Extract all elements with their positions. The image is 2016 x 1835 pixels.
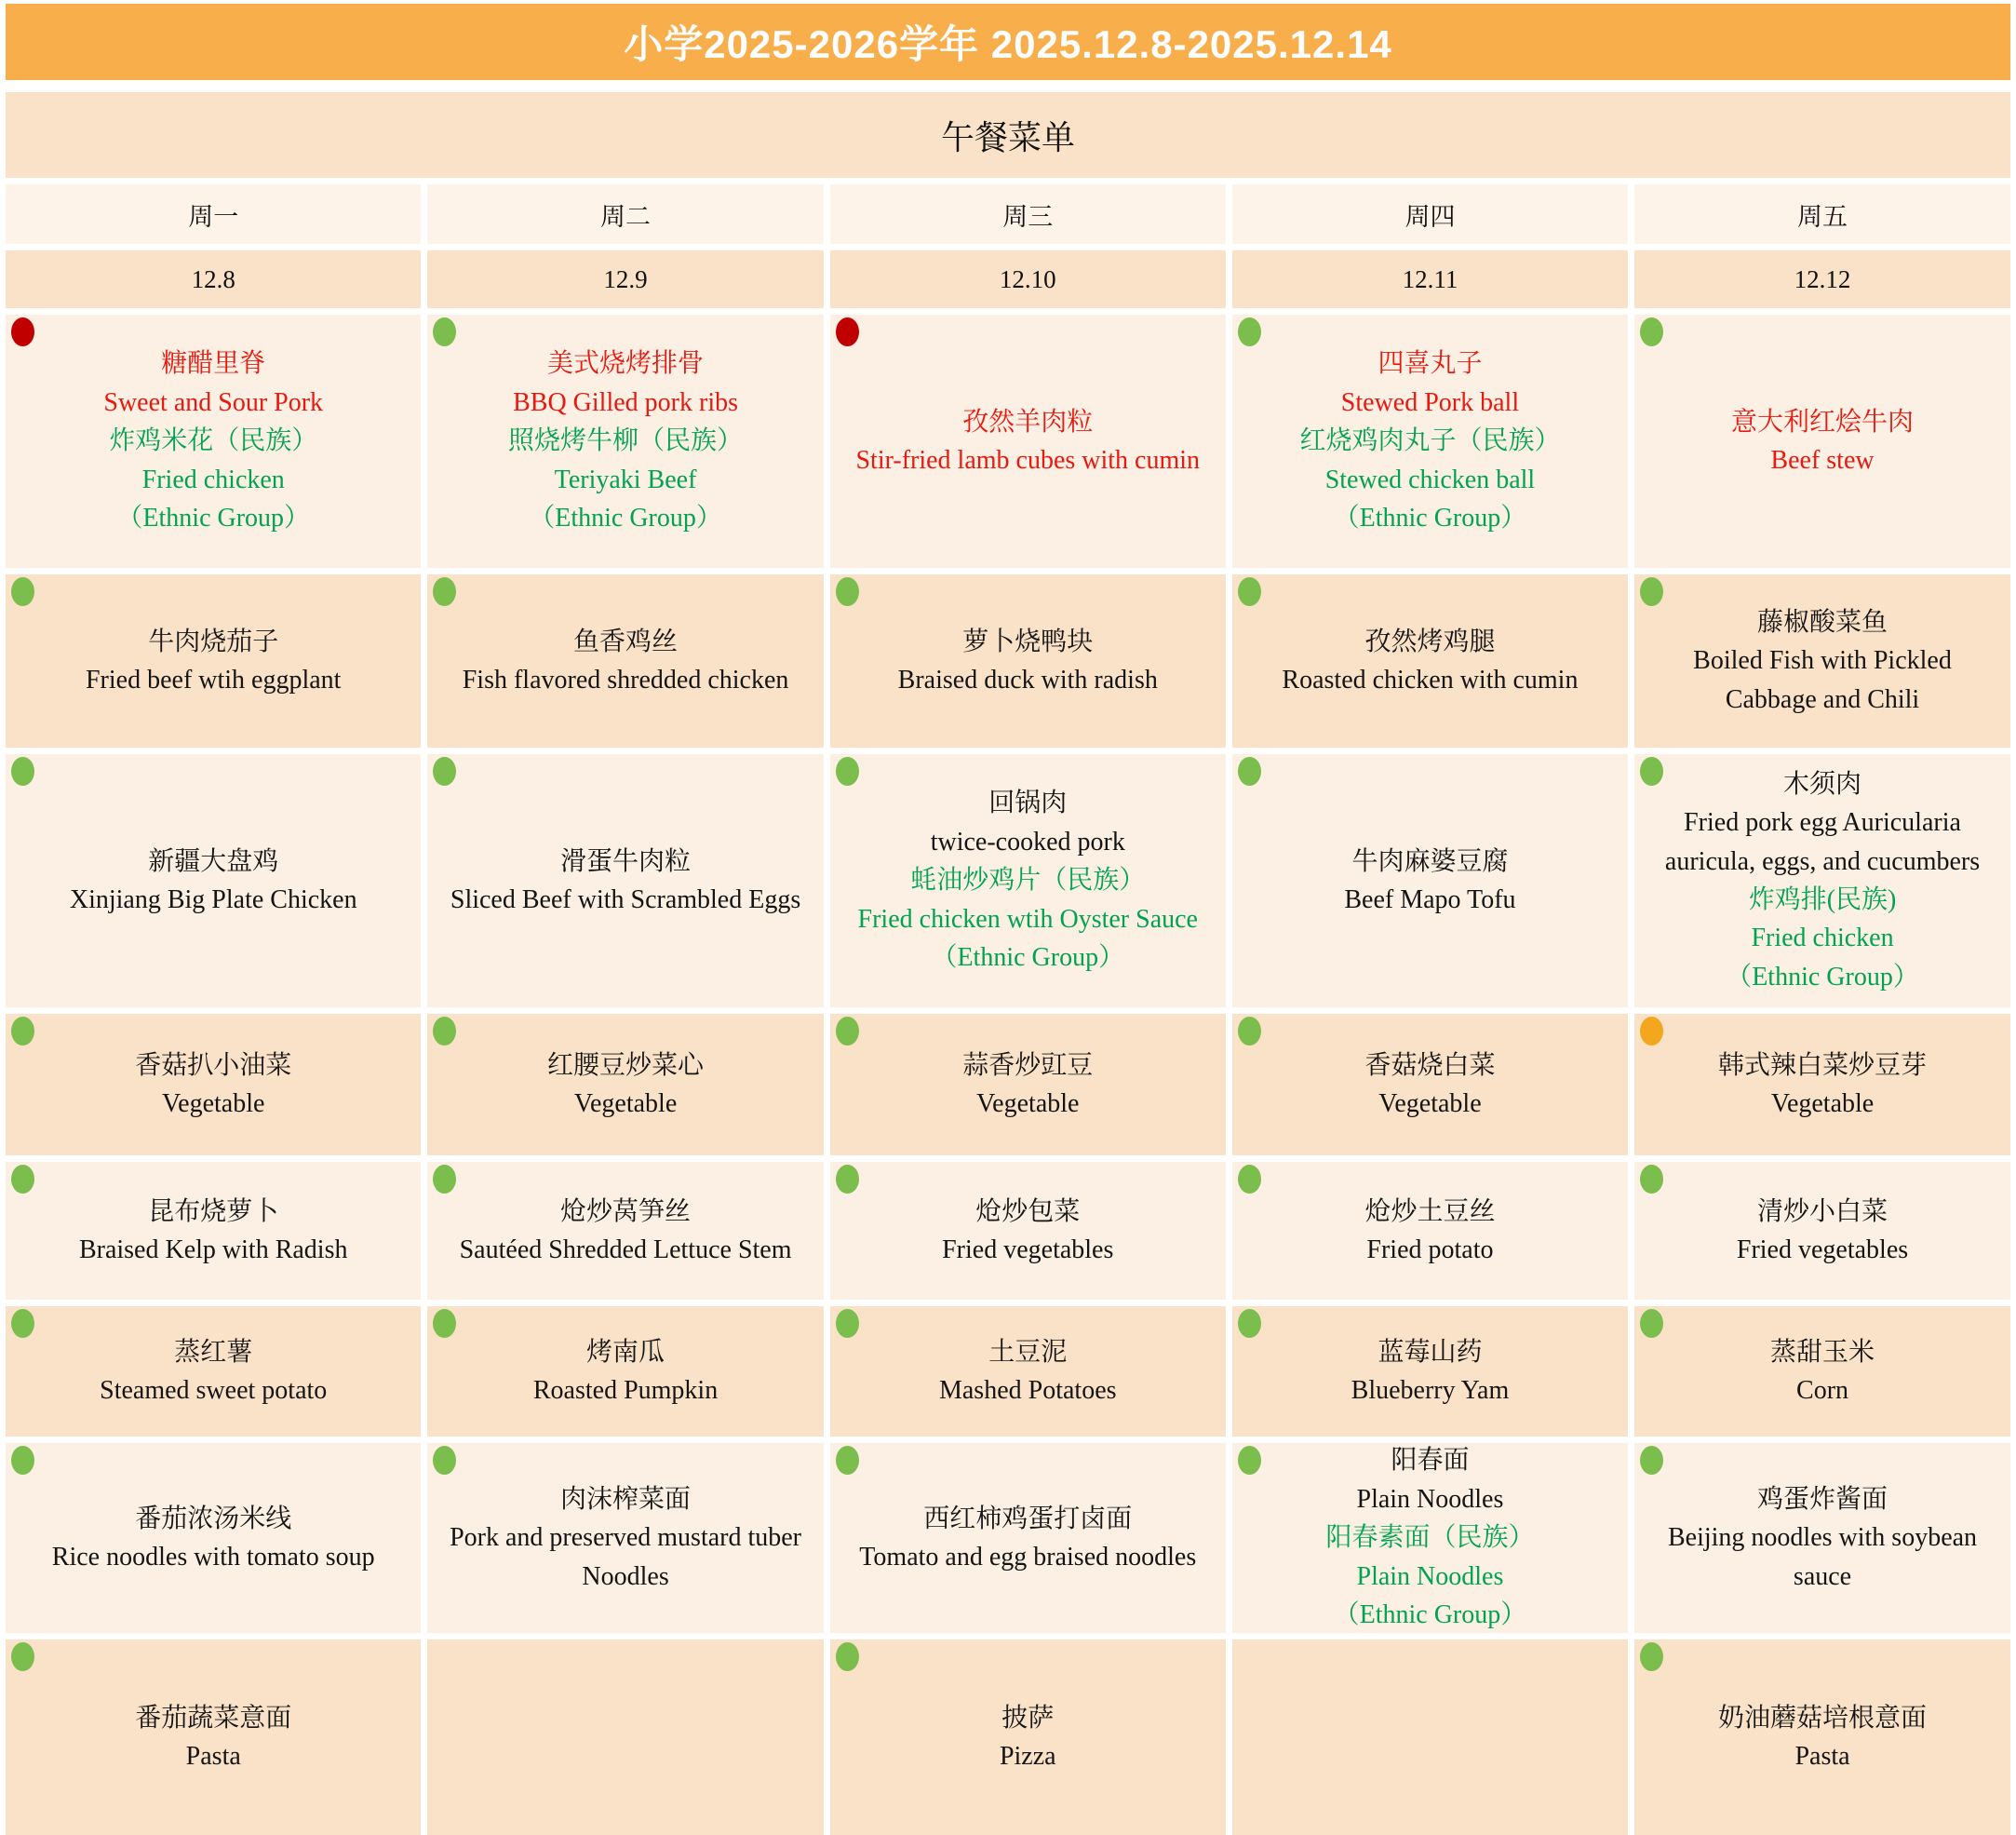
menu-cell-r4-c3 (830, 1014, 1226, 1155)
dish-line: Corn (1796, 1376, 1849, 1405)
menu-cell-r7-c3 (830, 1443, 1226, 1633)
menu-cell-r2-c4 (1232, 574, 1628, 748)
green-dot-icon (836, 1642, 859, 1671)
dish-line: Sweet and Sour Pork (103, 387, 324, 417)
green-dot-icon (1640, 577, 1663, 606)
menu-row-8 (6, 1639, 2010, 1835)
dish-line: twice-cooked pork (930, 827, 1125, 857)
dish-line: Pasta (1794, 1742, 1850, 1771)
green-dot-icon (1640, 1642, 1663, 1671)
menu-cell-r8-c5 (1634, 1639, 2010, 1835)
dish-line: 照烧烤牛柳（民族） (508, 426, 744, 456)
menu-cell-r3-c1 (6, 754, 421, 1007)
dish-line: Fried chicken (141, 465, 285, 494)
menu-row-4 (6, 1014, 2010, 1155)
menu-cell-r3-c2 (427, 754, 823, 1007)
menu-row-2 (6, 574, 2010, 748)
dish-line: （Ethnic Group） (529, 504, 722, 533)
dish-line: 阳春素面（民族） (1325, 1523, 1535, 1553)
dish-line: 土豆泥 (988, 1337, 1068, 1367)
dish-line: （Ethnic Group） (1333, 1600, 1527, 1630)
dish-line: 番茄蔬菜意面 (135, 1703, 292, 1733)
dish-line: Stewed chicken ball (1324, 465, 1536, 494)
green-dot-icon (1640, 1165, 1663, 1194)
green-dot-icon (1238, 757, 1261, 786)
menu-cell-r6-c2 (427, 1306, 823, 1437)
green-dot-icon (11, 1446, 34, 1475)
dish-line: 红腰豆炒菜心 (547, 1050, 705, 1080)
title-bar (6, 4, 2010, 80)
menu-cell-r5-c3 (830, 1162, 1226, 1300)
menu-cell-r6-c1 (6, 1306, 421, 1437)
dish-line: 藤椒酸菜鱼 (1757, 607, 1888, 637)
dish-line: Braised duck with radish (897, 666, 1158, 695)
dish-line: 香菇扒小油菜 (135, 1050, 292, 1080)
menu-cell-r4-c4 (1232, 1014, 1628, 1155)
green-dot-icon (1640, 757, 1663, 786)
menu-cell-r4-c5 (1634, 1014, 2010, 1155)
dish-line: 香菇烧白菜 (1364, 1050, 1496, 1080)
dish-line: Vegetable (573, 1089, 678, 1118)
menu-cell-r6-c4 (1232, 1306, 1628, 1437)
dish-line: Fried potato (1366, 1235, 1494, 1264)
dish-line: Tomato and egg braised noodles (859, 1543, 1197, 1572)
day-header-cell-5: 周五 (1634, 184, 2010, 244)
dish-line: Xinjiang Big Plate Chicken (69, 885, 357, 914)
menu-cell-r8-c4 (1232, 1639, 1628, 1835)
date-cell-3: 12.10 (830, 250, 1226, 308)
green-dot-icon (11, 1017, 34, 1046)
green-dot-icon (433, 1017, 456, 1046)
dish-line: 萝卜烧鸭块 (962, 627, 1094, 656)
green-dot-icon (836, 757, 859, 786)
dish-line: 番茄浓汤米线 (135, 1504, 292, 1533)
dish-line: Rice noodles with tomato soup (51, 1543, 375, 1572)
dish-line: Beef stew (1770, 446, 1875, 475)
dish-line: 四喜丸子 (1378, 349, 1483, 379)
dish-line: Fried chicken (1751, 924, 1894, 953)
dish-line: 鱼香鸡丝 (573, 627, 679, 656)
dish-line: Roasted chicken with cumin (1282, 666, 1579, 695)
menu-cell-r8-c2 (427, 1639, 823, 1835)
dish-line: Fried vegetables (942, 1235, 1114, 1264)
dish-line: Vegetable (1378, 1089, 1482, 1118)
green-dot-icon (836, 1165, 859, 1194)
green-dot-icon (433, 577, 456, 606)
menu-banner (6, 92, 2010, 178)
menu-cell-r1-c4 (1232, 315, 1628, 568)
menu-cell-r3-c3 (830, 754, 1226, 1007)
menu-row-5 (6, 1162, 2010, 1300)
dish-line: Steamed sweet potato (100, 1376, 328, 1405)
dish-line: 意大利红烩牛肉 (1731, 407, 1915, 437)
dish-line: 奶油蘑菇培根意面 (1718, 1703, 1928, 1733)
dish-line: 孜然羊肉粒 (962, 407, 1094, 437)
dish-line: 炝炒土豆丝 (1364, 1196, 1496, 1226)
dish-line: 阳春面 (1391, 1446, 1470, 1476)
dish-line: Boiled Fish with Pickled Cabbage and Chili (1693, 646, 1952, 714)
menu-cell-r8-c1 (6, 1639, 421, 1835)
date-cell-4: 12.11 (1232, 250, 1628, 308)
menu-cell-r2-c3 (830, 574, 1226, 748)
dish-line: Mashed Potatoes (938, 1376, 1117, 1405)
menu-cell-r5-c4 (1232, 1162, 1628, 1300)
menu-cell-r6-c3 (830, 1306, 1226, 1437)
dish-line: （Ethnic Group） (1333, 504, 1527, 533)
dish-line: 炝炒包菜 (975, 1196, 1081, 1226)
dish-line: Roasted Pumpkin (532, 1376, 719, 1405)
green-dot-icon (1238, 1165, 1261, 1194)
dish-line: 木须肉 (1783, 769, 1862, 799)
menu-cell-r7-c5 (1634, 1443, 2010, 1633)
dish-line: 牛肉烧茄子 (148, 627, 279, 656)
green-dot-icon (433, 1165, 456, 1194)
day-header-cell-4: 周四 (1232, 184, 1628, 244)
menu-cell-r1-c5 (1634, 315, 2010, 568)
dish-line: Teriyaki Beef (554, 465, 697, 494)
green-dot-icon (11, 1165, 34, 1194)
dish-line: （Ethnic Group） (116, 504, 311, 533)
green-dot-icon (433, 317, 456, 346)
green-dot-icon (1238, 1017, 1261, 1046)
menu-cell-r1-c2 (427, 315, 823, 568)
orange-dot-icon (1640, 1017, 1663, 1046)
green-dot-icon (836, 1446, 859, 1475)
dish-line: Braised Kelp with Radish (78, 1235, 348, 1264)
menu-cell-r3-c5 (1634, 754, 2010, 1007)
dish-line: Fried pork egg Auricularia auricula, eggs, and cucumbers (1664, 808, 1981, 876)
menu-cell-r7-c4 (1232, 1443, 1628, 1633)
menu-cell-r3-c4 (1232, 754, 1628, 1007)
green-dot-icon (836, 1017, 859, 1046)
dish-line: Sautéed Shredded Lettuce Stem (459, 1235, 792, 1264)
red-dot-icon (836, 317, 859, 346)
green-dot-icon (11, 1642, 34, 1671)
dish-line: 美式烧烤排骨 (547, 349, 705, 379)
dish-line: Stir-fried lamb cubes with cumin (855, 446, 1201, 475)
menu-cell-r5-c2 (427, 1162, 823, 1300)
green-dot-icon (433, 1446, 456, 1475)
dish-line: Fried beef wtih eggplant (85, 666, 342, 695)
dish-line: BBQ Gilled pork ribs (513, 387, 738, 417)
green-dot-icon (836, 1309, 859, 1338)
menu-row-7 (6, 1443, 2010, 1633)
dish-line: Pizza (999, 1742, 1056, 1771)
green-dot-icon (1238, 1309, 1261, 1338)
dish-line: 蒸红薯 (174, 1337, 253, 1367)
dish-line: 糖醋里脊 (161, 349, 266, 379)
dish-line: 牛肉麻婆豆腐 (1351, 846, 1509, 876)
dish-line: 蒸甜玉米 (1770, 1337, 1875, 1367)
day-header-cell-3: 周三 (830, 184, 1226, 244)
dish-line: Plain Noodles (1356, 1561, 1504, 1591)
dish-line: Vegetable (976, 1089, 1080, 1118)
green-dot-icon (1640, 1309, 1663, 1338)
dish-line: 鸡蛋炸酱面 (1757, 1484, 1888, 1514)
dish-line: 西红柿鸡蛋打卤面 (923, 1504, 1133, 1533)
dish-line: 韩式辣白菜炒豆芽 (1718, 1050, 1928, 1080)
dish-line: Beef Mapo Tofu (1344, 885, 1516, 914)
day-header-cell-2: 周二 (427, 184, 823, 244)
menu-cell-r2-c1 (6, 574, 421, 748)
dish-line: 蚝油炒鸡片（民族） (910, 866, 1146, 896)
dish-line: 回锅肉 (988, 789, 1068, 818)
date-cell-5: 12.12 (1634, 250, 2010, 308)
green-dot-icon (836, 577, 859, 606)
green-dot-icon (433, 757, 456, 786)
menu-banner-label: 午餐菜单 (940, 118, 1075, 156)
menu-cell-r5-c1 (6, 1162, 421, 1300)
menu-row-6 (6, 1306, 2010, 1437)
dish-line: Beijing noodles with soybean sauce (1667, 1523, 1978, 1591)
dish-line: 烤南瓜 (586, 1337, 665, 1367)
green-dot-icon (11, 1309, 34, 1338)
dish-line: 披萨 (1001, 1703, 1055, 1733)
dish-line: 蓝莓山药 (1378, 1337, 1483, 1367)
menu-cell-r1-c1 (6, 315, 421, 568)
menu-row-1 (6, 315, 2010, 568)
dish-line: 新疆大盘鸡 (148, 846, 279, 876)
dish-line: 孜然烤鸡腿 (1364, 627, 1496, 656)
dish-line: Pork and preserved mustard tuber Noodles (450, 1523, 801, 1591)
date-row (6, 250, 2010, 308)
dish-line: Vegetable (162, 1089, 265, 1118)
dish-line: 炸鸡米花（民族） (109, 426, 318, 456)
green-dot-icon (11, 577, 34, 606)
dish-line: 蒜香炒豇豆 (962, 1050, 1094, 1080)
green-dot-icon (1238, 1446, 1261, 1475)
green-dot-icon (433, 1309, 456, 1338)
date-cell-2: 12.9 (427, 250, 823, 308)
dish-line: 肉沫榨菜面 (560, 1484, 692, 1514)
dish-line: Vegetable (1770, 1089, 1875, 1118)
dish-line: 清炒小白菜 (1757, 1196, 1888, 1226)
menu-cell-r7-c2 (427, 1443, 823, 1633)
red-dot-icon (11, 317, 34, 346)
menu-row-3 (6, 754, 2010, 1007)
green-dot-icon (11, 757, 34, 786)
green-dot-icon (1640, 317, 1663, 346)
green-dot-icon (1238, 317, 1261, 346)
menu-cell-r4-c1 (6, 1014, 421, 1155)
menu-table-body (6, 315, 2010, 1835)
dish-line: Pasta (185, 1742, 241, 1771)
menu-cell-r2-c5 (1634, 574, 2010, 748)
menu-cell-r2-c2 (427, 574, 823, 748)
menu-cell-r4-c2 (427, 1014, 823, 1155)
date-cell-1: 12.8 (6, 250, 421, 308)
dish-line: 炸鸡排(民族) (1748, 885, 1897, 914)
menu-cell-r5-c5 (1634, 1162, 2010, 1300)
dish-line: Sliced Beef with Scrambled Eggs (450, 885, 801, 914)
page-title: 小学2025-2026学年 2025.12.8-2025.12.14 (624, 22, 1392, 66)
dish-line: Blueberry Yam (1351, 1376, 1510, 1405)
menu-cell-r1-c3 (830, 315, 1226, 568)
green-dot-icon (1238, 577, 1261, 606)
day-header-cell-1: 周一 (6, 184, 421, 244)
dish-line: 滑蛋牛肉粒 (560, 846, 692, 876)
menu-cell-r7-c1 (6, 1443, 421, 1633)
dish-line: 昆布烧萝卜 (148, 1196, 279, 1226)
dish-line: （Ethnic Group） (931, 943, 1125, 973)
dish-line: （Ethnic Group） (1726, 962, 1919, 992)
green-dot-icon (1640, 1446, 1663, 1475)
dish-line: Plain Noodles (1356, 1484, 1504, 1514)
dish-line: Fried vegetables (1736, 1235, 1909, 1264)
menu-cell-r8-c3 (830, 1639, 1226, 1835)
day-header-row (6, 184, 2010, 244)
dish-line: Fried chicken wtih Oyster Sauce (857, 904, 1198, 934)
dish-line: 炝炒莴笋丝 (560, 1196, 692, 1226)
dish-line: Stewed Pork ball (1340, 387, 1520, 417)
menu-cell-r6-c5 (1634, 1306, 2010, 1437)
dish-line: 红烧鸡肉丸子（民族） (1299, 426, 1561, 456)
dish-line: Fish flavored shredded chicken (462, 666, 789, 695)
